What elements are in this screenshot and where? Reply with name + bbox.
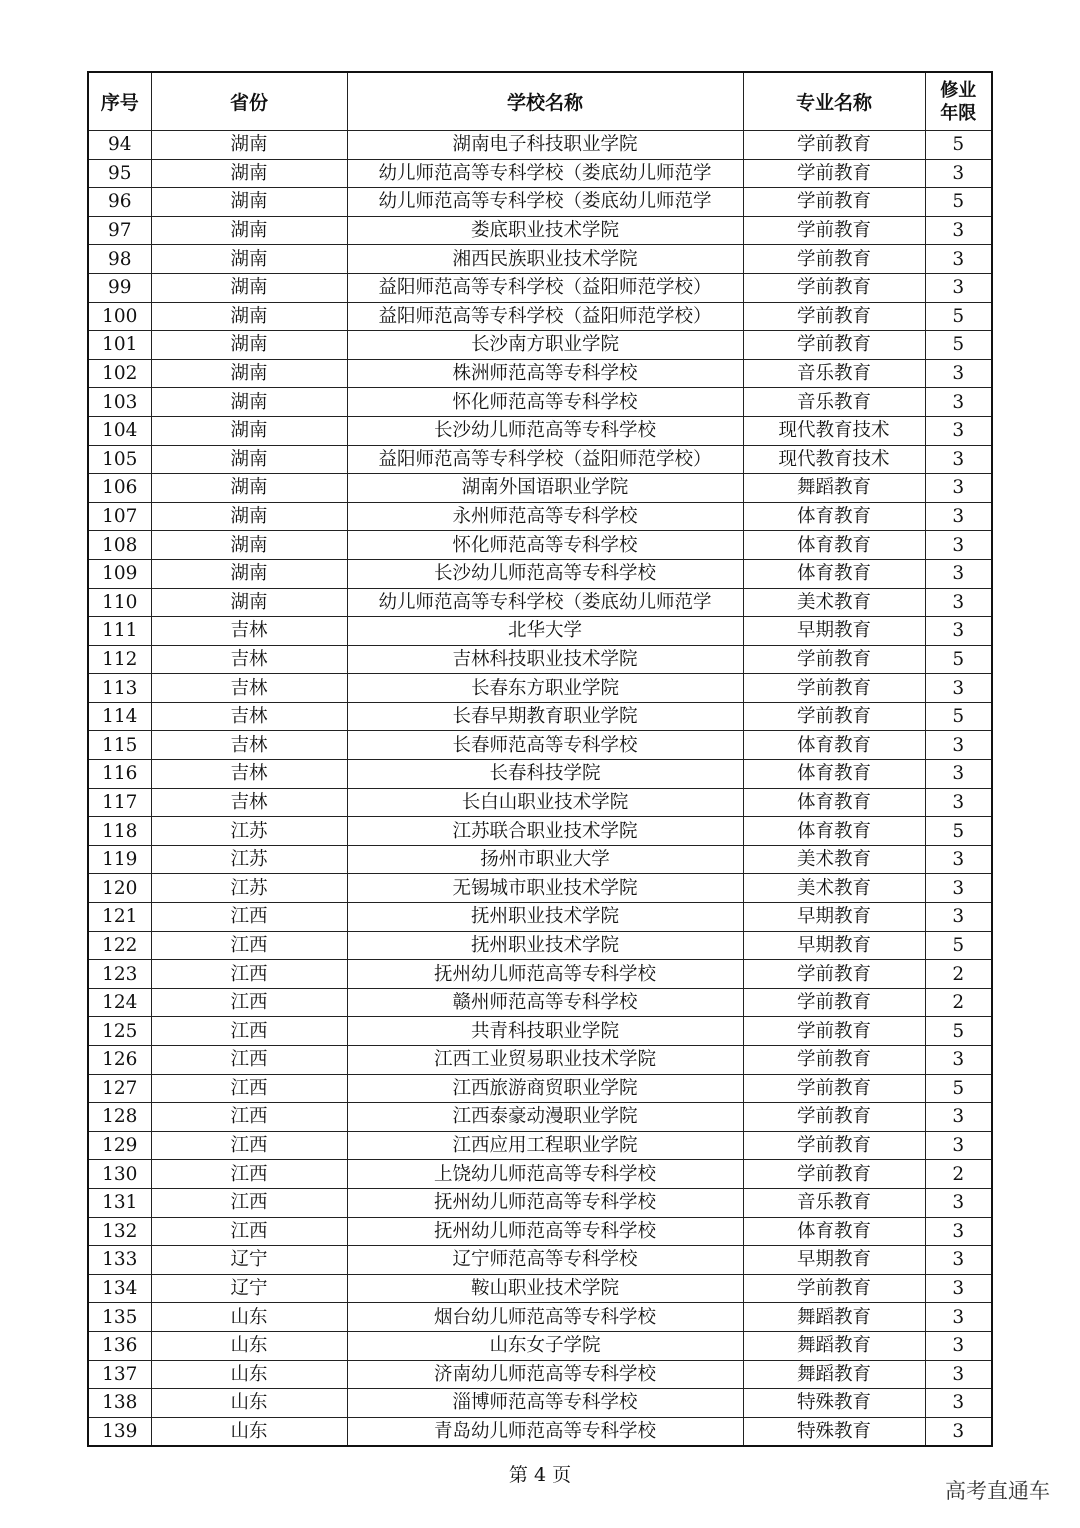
table-row	[88, 331, 992, 360]
cell-major: 学前教育	[743, 245, 925, 274]
cell-years: 3	[925, 245, 992, 274]
cell-major: 舞蹈教育	[743, 1331, 925, 1360]
cell-years: 5	[925, 702, 992, 731]
cell-school: 株洲师范高等专科学校	[347, 359, 743, 388]
cell-years: 5	[925, 817, 992, 846]
cell-school: 娄底职业技术学院	[347, 216, 743, 245]
cell-years: 3	[925, 1103, 992, 1132]
cell-province: 山东	[151, 1331, 347, 1360]
cell-years: 3	[925, 1274, 992, 1303]
cell-major: 体育教育	[743, 1217, 925, 1246]
cell-index: 126	[88, 1046, 151, 1075]
cell-province: 江西	[151, 1046, 347, 1075]
cell-index: 128	[88, 1103, 151, 1132]
cell-school: 抚州幼儿师范高等专科学校	[347, 1188, 743, 1217]
cell-years: 3	[925, 731, 992, 760]
header-school: 学校名称	[347, 72, 743, 131]
cell-index: 116	[88, 760, 151, 789]
table-row	[88, 1188, 992, 1217]
cell-province: 湖南	[151, 216, 347, 245]
cell-major: 体育教育	[743, 531, 925, 560]
cell-school: 辽宁师范高等专科学校	[347, 1246, 743, 1275]
cell-major: 学前教育	[743, 1274, 925, 1303]
table-row	[88, 931, 992, 960]
cell-index: 97	[88, 216, 151, 245]
cell-years: 5	[925, 188, 992, 217]
table-row	[88, 588, 992, 617]
table-row	[88, 874, 992, 903]
table-row	[88, 645, 992, 674]
cell-school: 无锡城市职业技术学院	[347, 874, 743, 903]
cell-province: 湖南	[151, 273, 347, 302]
table-row	[88, 502, 992, 531]
cell-years: 3	[925, 416, 992, 445]
cell-index: 108	[88, 531, 151, 560]
cell-index: 115	[88, 731, 151, 760]
table-body	[88, 131, 992, 1447]
cell-major: 学前教育	[743, 188, 925, 217]
cell-province: 山东	[151, 1389, 347, 1418]
cell-school: 江苏联合职业技术学院	[347, 817, 743, 846]
cell-province: 江苏	[151, 817, 347, 846]
cell-years: 5	[925, 331, 992, 360]
cell-major: 现代教育技术	[743, 445, 925, 474]
cell-school: 江西旅游商贸职业学院	[347, 1074, 743, 1103]
header-province: 省份	[151, 72, 347, 131]
cell-index: 117	[88, 788, 151, 817]
cell-major: 音乐教育	[743, 388, 925, 417]
cell-years: 3	[925, 531, 992, 560]
cell-major: 舞蹈教育	[743, 474, 925, 503]
cell-major: 美术教育	[743, 588, 925, 617]
cell-school: 鞍山职业技术学院	[347, 1274, 743, 1303]
cell-index: 112	[88, 645, 151, 674]
cell-province: 江西	[151, 1017, 347, 1046]
cell-years: 3	[925, 1131, 992, 1160]
table-row	[88, 845, 992, 874]
header-years-line-1: 修业	[940, 79, 977, 101]
cell-province: 山东	[151, 1303, 347, 1332]
cell-years: 3	[925, 1389, 992, 1418]
cell-major: 学前教育	[743, 1046, 925, 1075]
cell-index: 137	[88, 1360, 151, 1389]
table-row	[88, 988, 992, 1017]
cell-province: 吉林	[151, 760, 347, 789]
cell-years: 3	[925, 1217, 992, 1246]
cell-province: 江西	[151, 1160, 347, 1189]
cell-index: 99	[88, 273, 151, 302]
cell-major: 体育教育	[743, 502, 925, 531]
cell-index: 136	[88, 1331, 151, 1360]
header-years	[925, 72, 992, 131]
cell-years: 3	[925, 1046, 992, 1075]
cell-years: 3	[925, 903, 992, 932]
header-years-line-2: 年限	[940, 102, 977, 124]
cell-major: 舞蹈教育	[743, 1360, 925, 1389]
cell-years: 3	[925, 388, 992, 417]
cell-school: 怀化师范高等专科学校	[347, 388, 743, 417]
cell-index: 139	[88, 1417, 151, 1446]
cell-province: 湖南	[151, 302, 347, 331]
cell-school: 青岛幼儿师范高等专科学校	[347, 1417, 743, 1446]
cell-province: 湖南	[151, 359, 347, 388]
table-row	[88, 903, 992, 932]
cell-index: 96	[88, 188, 151, 217]
cell-major: 早期教育	[743, 1246, 925, 1275]
cell-years: 2	[925, 988, 992, 1017]
table-row	[88, 559, 992, 588]
cell-school: 长春科技学院	[347, 760, 743, 789]
cell-years: 3	[925, 1303, 992, 1332]
cell-major: 学前教育	[743, 674, 925, 703]
cell-years: 3	[925, 474, 992, 503]
cell-index: 134	[88, 1274, 151, 1303]
cell-school: 上饶幼儿师范高等专科学校	[347, 1160, 743, 1189]
cell-school: 北华大学	[347, 617, 743, 646]
cell-years: 3	[925, 273, 992, 302]
cell-province: 湖南	[151, 531, 347, 560]
cell-index: 127	[88, 1074, 151, 1103]
cell-province: 湖南	[151, 588, 347, 617]
cell-province: 湖南	[151, 502, 347, 531]
cell-province: 江西	[151, 988, 347, 1017]
cell-province: 湖南	[151, 388, 347, 417]
cell-school: 湖南外国语职业学院	[347, 474, 743, 503]
cell-index: 119	[88, 845, 151, 874]
table-row	[88, 1160, 992, 1189]
cell-index: 103	[88, 388, 151, 417]
cell-major: 美术教育	[743, 874, 925, 903]
table-row	[88, 1131, 992, 1160]
cell-school: 吉林科技职业技术学院	[347, 645, 743, 674]
cell-index: 102	[88, 359, 151, 388]
cell-major: 体育教育	[743, 559, 925, 588]
cell-major: 学前教育	[743, 1017, 925, 1046]
cell-major: 学前教育	[743, 1131, 925, 1160]
cell-major: 早期教育	[743, 931, 925, 960]
cell-years: 3	[925, 502, 992, 531]
cell-years: 3	[925, 359, 992, 388]
cell-years: 3	[925, 845, 992, 874]
cell-major: 特殊教育	[743, 1417, 925, 1446]
cell-index: 109	[88, 559, 151, 588]
cell-major: 学前教育	[743, 1160, 925, 1189]
cell-index: 106	[88, 474, 151, 503]
table-row	[88, 1331, 992, 1360]
cell-school: 淄博师范高等专科学校	[347, 1389, 743, 1418]
cell-years: 5	[925, 1017, 992, 1046]
table-row	[88, 159, 992, 188]
cell-index: 94	[88, 131, 151, 160]
cell-years: 3	[925, 216, 992, 245]
cell-index: 121	[88, 903, 151, 932]
cell-province: 江西	[151, 1074, 347, 1103]
cell-major: 学前教育	[743, 131, 925, 160]
cell-school: 长春早期教育职业学院	[347, 702, 743, 731]
cell-school: 抚州幼儿师范高等专科学校	[347, 1217, 743, 1246]
cell-province: 湖南	[151, 474, 347, 503]
table-row	[88, 1417, 992, 1446]
cell-major: 学前教育	[743, 960, 925, 989]
table-row	[88, 531, 992, 560]
cell-years: 3	[925, 159, 992, 188]
cell-index: 122	[88, 931, 151, 960]
cell-province: 江西	[151, 903, 347, 932]
cell-province: 山东	[151, 1417, 347, 1446]
cell-major: 特殊教育	[743, 1389, 925, 1418]
page-number: 第 4 页	[508, 1464, 572, 1486]
cell-years: 5	[925, 645, 992, 674]
cell-province: 吉林	[151, 788, 347, 817]
cell-province: 江西	[151, 1103, 347, 1132]
cell-major: 学前教育	[743, 331, 925, 360]
cell-index: 135	[88, 1303, 151, 1332]
cell-years: 5	[925, 131, 992, 160]
cell-years: 3	[925, 788, 992, 817]
cell-index: 114	[88, 702, 151, 731]
cell-school: 赣州师范高等专科学校	[347, 988, 743, 1017]
table-row	[88, 1217, 992, 1246]
table-row	[88, 960, 992, 989]
cell-province: 吉林	[151, 731, 347, 760]
table-row	[88, 1046, 992, 1075]
table-row	[88, 445, 992, 474]
cell-school: 江西应用工程职业学院	[347, 1131, 743, 1160]
cell-major: 音乐教育	[743, 1188, 925, 1217]
table-row	[88, 359, 992, 388]
table-row	[88, 760, 992, 789]
table-row	[88, 302, 992, 331]
cell-school: 江西泰豪动漫职业学院	[347, 1103, 743, 1132]
cell-index: 100	[88, 302, 151, 331]
cell-school: 济南幼儿师范高等专科学校	[347, 1360, 743, 1389]
cell-major: 舞蹈教育	[743, 1303, 925, 1332]
cell-major: 学前教育	[743, 1074, 925, 1103]
table-row	[88, 702, 992, 731]
table-row	[88, 1303, 992, 1332]
cell-index: 107	[88, 502, 151, 531]
cell-years: 5	[925, 302, 992, 331]
cell-years: 3	[925, 874, 992, 903]
cell-major: 早期教育	[743, 903, 925, 932]
cell-province: 山东	[151, 1360, 347, 1389]
cell-school: 山东女子学院	[347, 1331, 743, 1360]
cell-school: 幼儿师范高等专科学校（娄底幼儿师范学	[347, 188, 743, 217]
cell-province: 湖南	[151, 445, 347, 474]
cell-index: 111	[88, 617, 151, 646]
cell-index: 104	[88, 416, 151, 445]
cell-province: 江西	[151, 1131, 347, 1160]
cell-years: 3	[925, 445, 992, 474]
cell-major: 体育教育	[743, 731, 925, 760]
cell-province: 吉林	[151, 645, 347, 674]
cell-province: 湖南	[151, 331, 347, 360]
cell-school: 幼儿师范高等专科学校（娄底幼儿师范学	[347, 159, 743, 188]
cell-province: 湖南	[151, 559, 347, 588]
cell-school: 幼儿师范高等专科学校（娄底幼儿师范学	[347, 588, 743, 617]
cell-index: 113	[88, 674, 151, 703]
cell-major: 音乐教育	[743, 359, 925, 388]
cell-school: 抚州职业技术学院	[347, 903, 743, 932]
cell-index: 118	[88, 817, 151, 846]
cell-province: 江西	[151, 931, 347, 960]
table-row	[88, 617, 992, 646]
table-row	[88, 416, 992, 445]
cell-school: 长沙幼儿师范高等专科学校	[347, 416, 743, 445]
table-row	[88, 131, 992, 160]
cell-index: 138	[88, 1389, 151, 1418]
cell-years: 5	[925, 1074, 992, 1103]
cell-school: 怀化师范高等专科学校	[347, 531, 743, 560]
cell-years: 3	[925, 588, 992, 617]
table-row	[88, 188, 992, 217]
header-index: 序号	[88, 72, 151, 131]
cell-province: 江西	[151, 960, 347, 989]
cell-school: 长春师范高等专科学校	[347, 731, 743, 760]
cell-major: 体育教育	[743, 760, 925, 789]
table-row	[88, 1274, 992, 1303]
cell-province: 江西	[151, 1188, 347, 1217]
cell-school: 扬州市职业大学	[347, 845, 743, 874]
cell-major: 学前教育	[743, 645, 925, 674]
table-row	[88, 1360, 992, 1389]
cell-years: 3	[925, 1188, 992, 1217]
cell-index: 130	[88, 1160, 151, 1189]
cell-province: 江苏	[151, 874, 347, 903]
cell-index: 125	[88, 1017, 151, 1046]
table-header-row	[88, 72, 992, 131]
cell-major: 学前教育	[743, 159, 925, 188]
cell-major: 学前教育	[743, 702, 925, 731]
majors-table	[87, 71, 993, 1447]
cell-major: 学前教育	[743, 1103, 925, 1132]
cell-province: 湖南	[151, 159, 347, 188]
cell-school: 抚州幼儿师范高等专科学校	[347, 960, 743, 989]
cell-school: 益阳师范高等专科学校（益阳师范学校）	[347, 445, 743, 474]
cell-school: 益阳师范高等专科学校（益阳师范学校）	[347, 302, 743, 331]
cell-index: 131	[88, 1188, 151, 1217]
cell-school: 湘西民族职业技术学院	[347, 245, 743, 274]
cell-school: 烟台幼儿师范高等专科学校	[347, 1303, 743, 1332]
table-row	[88, 1103, 992, 1132]
cell-index: 101	[88, 331, 151, 360]
table-row	[88, 273, 992, 302]
cell-school: 湖南电子科技职业学院	[347, 131, 743, 160]
cell-major: 早期教育	[743, 617, 925, 646]
cell-province: 湖南	[151, 245, 347, 274]
cell-years: 3	[925, 760, 992, 789]
table-row	[88, 674, 992, 703]
table-row	[88, 817, 992, 846]
cell-index: 129	[88, 1131, 151, 1160]
cell-major: 美术教育	[743, 845, 925, 874]
cell-school: 永州师范高等专科学校	[347, 502, 743, 531]
cell-province: 湖南	[151, 416, 347, 445]
cell-major: 现代教育技术	[743, 416, 925, 445]
cell-index: 123	[88, 960, 151, 989]
cell-province: 吉林	[151, 702, 347, 731]
cell-province: 江苏	[151, 845, 347, 874]
cell-major: 学前教育	[743, 273, 925, 302]
cell-province: 辽宁	[151, 1246, 347, 1275]
cell-index: 120	[88, 874, 151, 903]
cell-years: 5	[925, 931, 992, 960]
cell-province: 吉林	[151, 617, 347, 646]
table-row	[88, 731, 992, 760]
cell-years: 3	[925, 617, 992, 646]
cell-years: 3	[925, 1246, 992, 1275]
cell-major: 学前教育	[743, 988, 925, 1017]
cell-years: 3	[925, 1417, 992, 1446]
table-row	[88, 216, 992, 245]
table-row	[88, 1389, 992, 1418]
cell-major: 体育教育	[743, 817, 925, 846]
cell-province: 江西	[151, 1217, 347, 1246]
cell-province: 湖南	[151, 131, 347, 160]
cell-major: 体育教育	[743, 788, 925, 817]
cell-school: 抚州职业技术学院	[347, 931, 743, 960]
table-row	[88, 1017, 992, 1046]
cell-years: 2	[925, 960, 992, 989]
table-row	[88, 1246, 992, 1275]
cell-school: 江西工业贸易职业技术学院	[347, 1046, 743, 1075]
cell-index: 132	[88, 1217, 151, 1246]
table-row	[88, 388, 992, 417]
cell-school: 长白山职业技术学院	[347, 788, 743, 817]
cell-province: 辽宁	[151, 1274, 347, 1303]
cell-index: 95	[88, 159, 151, 188]
cell-years: 3	[925, 1360, 992, 1389]
cell-index: 133	[88, 1246, 151, 1275]
table-row	[88, 474, 992, 503]
cell-school: 长沙幼儿师范高等专科学校	[347, 559, 743, 588]
cell-school: 共青科技职业学院	[347, 1017, 743, 1046]
cell-years: 3	[925, 559, 992, 588]
watermark-text: 高考直通车	[945, 1479, 1050, 1503]
cell-index: 105	[88, 445, 151, 474]
cell-province: 湖南	[151, 188, 347, 217]
table-row	[88, 1074, 992, 1103]
cell-years: 3	[925, 1331, 992, 1360]
cell-index: 110	[88, 588, 151, 617]
cell-index: 124	[88, 988, 151, 1017]
table-row	[88, 245, 992, 274]
cell-major: 学前教育	[743, 302, 925, 331]
cell-years: 2	[925, 1160, 992, 1189]
cell-index: 98	[88, 245, 151, 274]
cell-school: 长春东方职业学院	[347, 674, 743, 703]
cell-years: 3	[925, 674, 992, 703]
table-row	[88, 788, 992, 817]
cell-school: 益阳师范高等专科学校（益阳师范学校）	[347, 273, 743, 302]
cell-major: 学前教育	[743, 216, 925, 245]
cell-province: 吉林	[151, 674, 347, 703]
cell-school: 长沙南方职业学院	[347, 331, 743, 360]
header-major: 专业名称	[743, 72, 925, 131]
